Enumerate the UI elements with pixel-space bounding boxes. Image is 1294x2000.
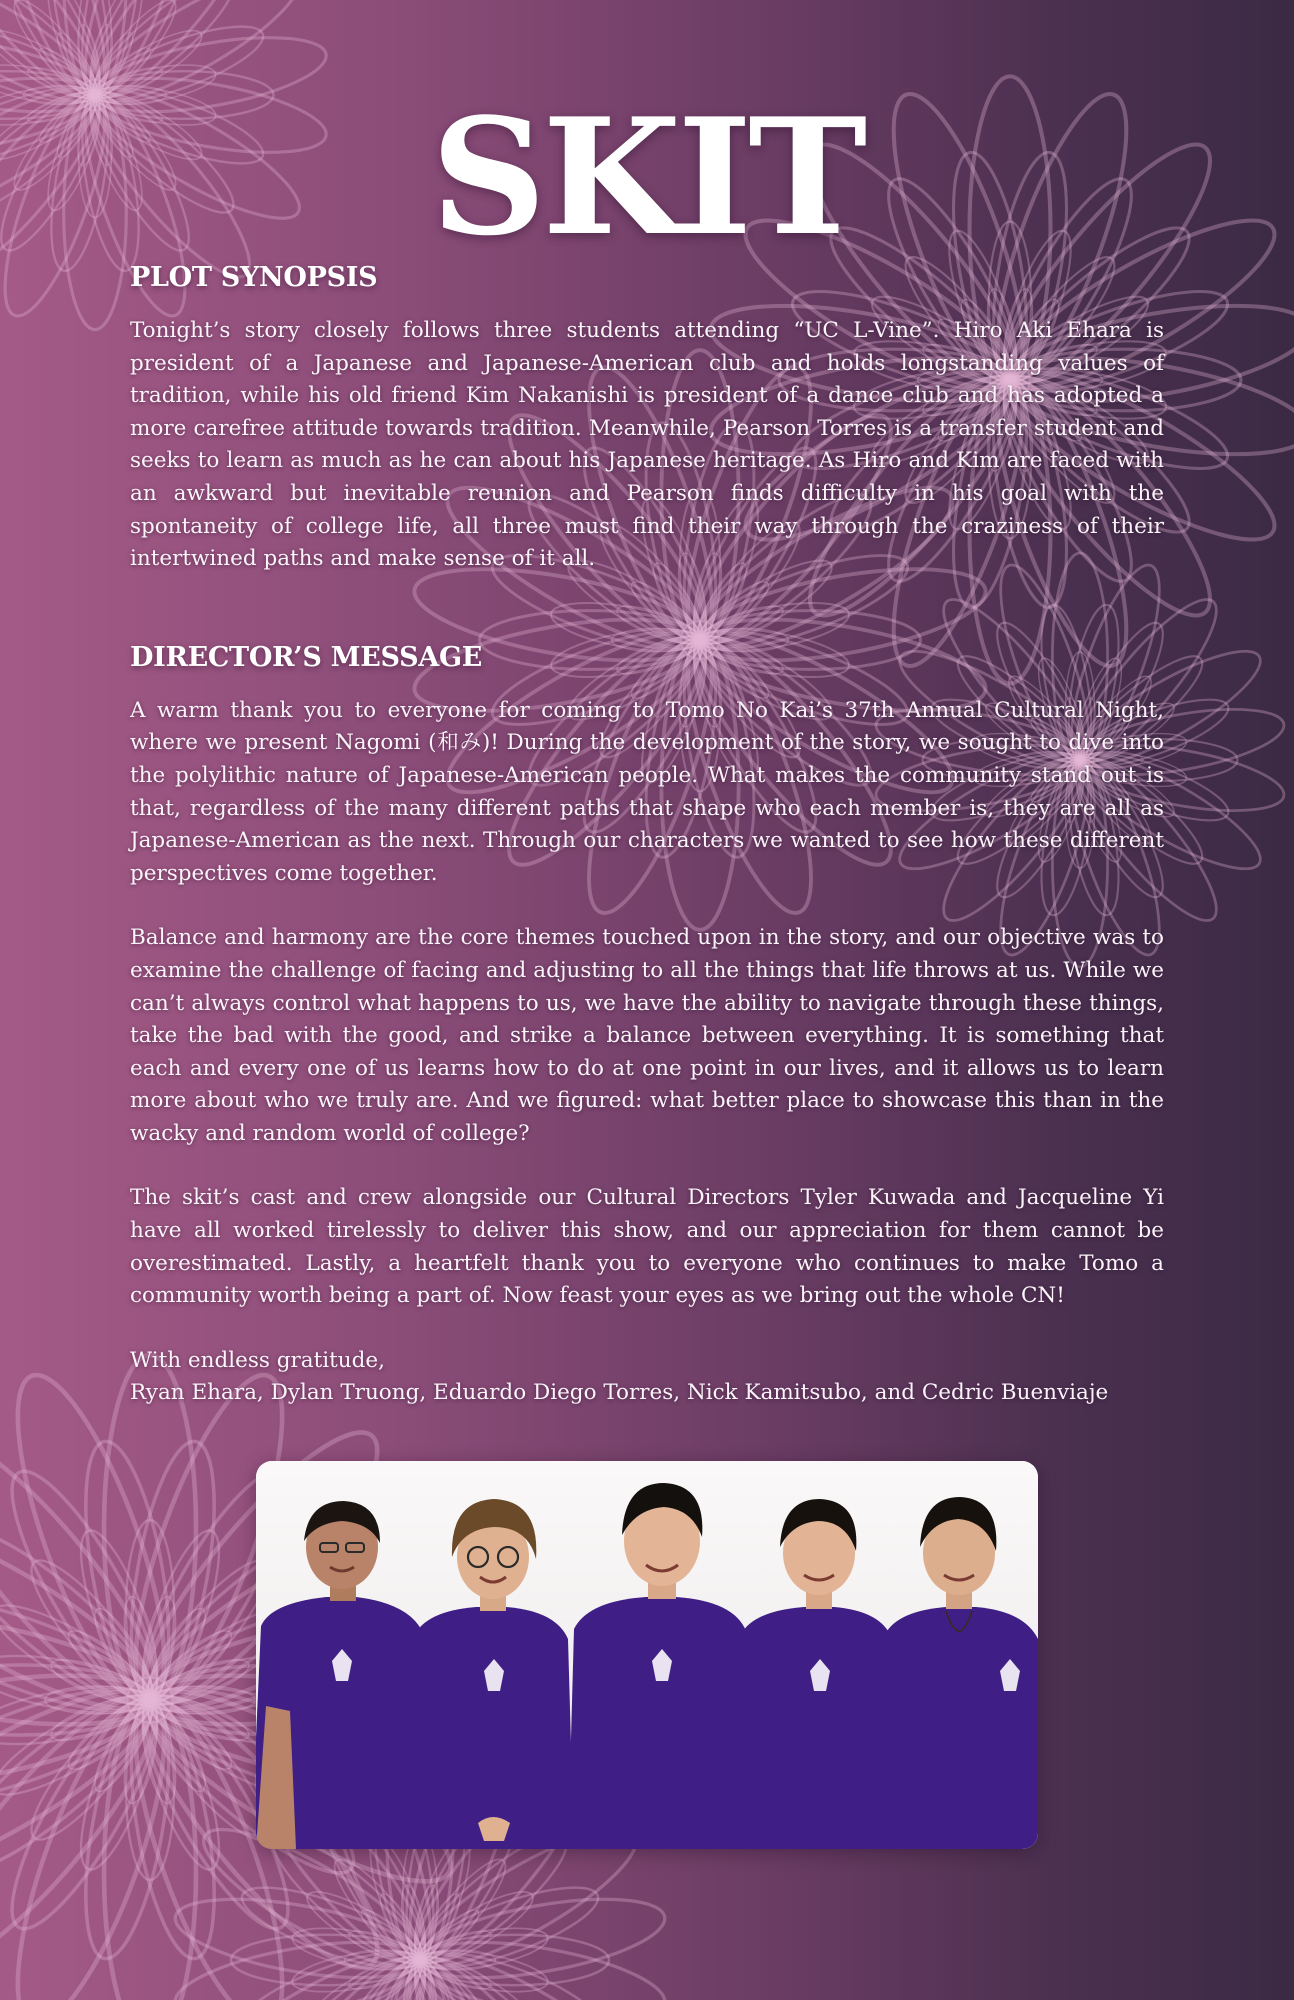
directors-message-paragraph-3: The skit’s cast and crew alongside our Cultural Directors Tyler Kuwada and Jacqueline Yi have all worked tirelessly to deliver this show, and our appreciation for them cannot be overestimated. Lastly, a heartfelt thank you to everyone who continues to make Tomo a community worth being a part of. Now feast your eyes as we bring out the whole CN! — [130, 1185, 1164, 1309]
group-photo-people-icon — [256, 1461, 1038, 1849]
directors-message-section — [130, 642, 1164, 1410]
signatories: Ryan Ehara, Dylan Truong, Eduardo Diego Torres, Nick Kamitsubo, and Cedric Buenviaje — [130, 1380, 1109, 1406]
plot-synopsis-section — [130, 262, 1164, 576]
program-content — [130, 262, 1164, 1410]
group-photo — [256, 1461, 1038, 1849]
page-title: SKIT — [430, 83, 864, 271]
directors-message-paragraph-1: A warm thank you to everyone for coming to Tomo No Kai’s 37th Annual Cultural Night, where we present Nagomi (和み)! During the development of the story, we sought to dive into the polylithic nature of Japanese-American people. What makes the community stand out is that, regardless of the many different paths that shape who each member is, they are all as Japanese-American as the next. Through our characters we wanted to see how these different perspectives come together. — [130, 697, 1164, 886]
closing-line: With endless gratitude, — [130, 1347, 385, 1373]
directors-message-paragraph-2: Balance and harmony are the core themes touched upon in the story, and our objective was to examine the challenge of facing and adjusting to all the things that life throws at us. While we can’t always control what happens to us, we have the ability to navigate through these things, take the bad with the good, and strike a balance between everything. It is something that each and every one of us learns how to do at one point in our lives, and it allows us to learn more about who we truly are. And we figured: what better place to showcase this than in the wacky and random world of college? — [130, 925, 1164, 1146]
plot-synopsis-heading: PLOT SYNOPSIS — [130, 262, 378, 293]
directors-message-heading: DIRECTOR’S MESSAGE — [130, 641, 482, 673]
plot-synopsis-text: Tonight’s story closely follows three students attending “UC L-Vine”. Hiro Aki Ehara is president of a Japanese and Japanese-American club and holds longstanding values of tradition, while his old friend Kim Nakanishi is president of a dance club and has adopted a more carefree attitude towards tradition. Meanwhile, Pearson Torres is a transfer student and seeks to learn as much as he can about his Japanese heritage. As Hiro and Kim are faced with an awkward but inevitable reunion and Pearson finds difficulty in his goal with the spontaneity of college life, all three must find their way through the craziness of their intertwined paths and make sense of it all. — [130, 318, 1164, 572]
